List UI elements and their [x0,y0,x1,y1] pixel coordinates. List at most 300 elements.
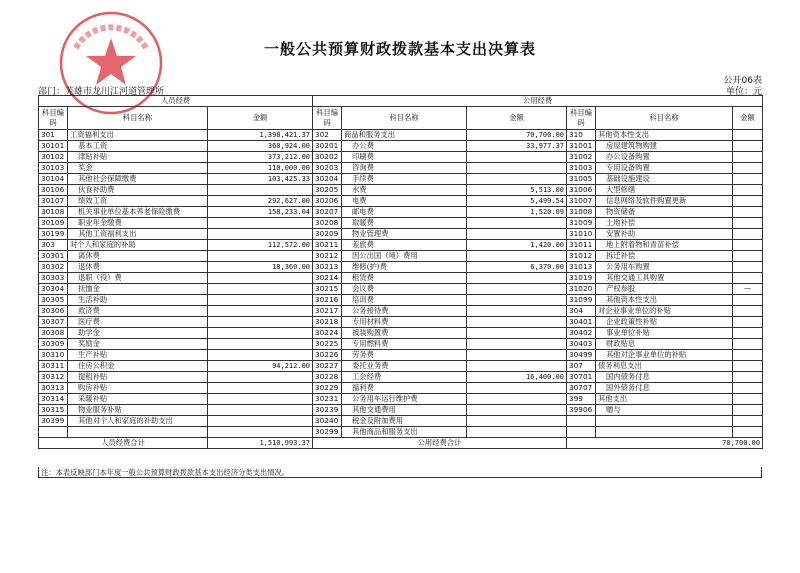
public-header: 公用经费 [313,96,763,107]
name-cell: 手续费 [342,174,467,185]
name-cell: 对个人和家庭的补助 [68,240,208,251]
code-cell: 304 [567,306,596,317]
name-cell: 培训费 [342,295,467,306]
amount-cell [467,427,567,438]
code-cell: 30218 [313,317,342,328]
amount-cell [208,295,313,306]
code-cell: 30311 [39,361,68,372]
name-cell: 其他交通工具购置 [596,273,733,284]
amount-cell [467,361,567,372]
amount-cell [208,273,313,284]
code-cell: 31019 [567,273,596,284]
code-cell: 30199 [39,229,68,240]
table-row [39,218,763,229]
table-row [39,405,763,416]
table-row [39,251,763,262]
code-cell: 30312 [39,372,68,383]
code-cell: 30226 [313,350,342,361]
code-cell: 301 [39,130,68,141]
name-cell: 企业政策性补贴 [596,317,733,328]
code-cell: 31009 [567,218,596,229]
name-cell: 财政贴息 [596,339,733,350]
name-cell: 伙食补助费 [68,185,208,196]
code-cell: 399 [567,394,596,405]
unit-label: 单位：元 [725,87,762,97]
code-cell [39,427,68,438]
name-cell: 邮电费 [342,207,467,218]
table-row [39,207,763,218]
code-cell: 30308 [39,328,68,339]
personnel-header: 人员经费 [39,96,313,107]
name-cell: 电费 [342,196,467,207]
expenditure-table [38,95,763,449]
name-cell: 购房补贴 [68,383,208,394]
amount-cell [733,240,763,251]
amount-cell [733,427,763,438]
amount-cell [467,152,567,163]
name-cell: 其他支出 [596,394,733,405]
amount-header: 金额 [208,107,313,130]
table-row [39,130,763,141]
code-cell: 30213 [313,262,342,273]
code-cell: 30310 [39,350,68,361]
name-cell: 退职（役）费 [68,273,208,284]
table-row [39,273,763,284]
name-cell: 水费 [342,185,467,196]
name-header: 科目名称 [68,107,208,130]
name-cell: 其他资本性支出 [596,130,733,141]
code-cell: 30212 [313,251,342,262]
name-cell: 对企业事业单位的补贴 [596,306,733,317]
code-cell: 30302 [39,262,68,273]
amount-cell [467,416,567,427]
code-cell: 30314 [39,394,68,405]
code-cell: 30224 [313,328,342,339]
code-cell: 31006 [567,185,596,196]
public-total-value: 70,700.00 [567,438,763,449]
amount-cell [467,306,567,317]
amount-cell [467,383,567,394]
name-cell: 工资福利支出 [68,130,208,141]
amount-cell [208,383,313,394]
name-cell: 印刷费 [342,152,467,163]
name-cell: 奖金 [68,163,208,174]
amount-cell [208,350,313,361]
name-cell: 公务用车运行维护费 [342,394,467,405]
amount-cell [467,339,567,350]
table-row [39,317,763,328]
code-cell: 30303 [39,273,68,284]
name-cell: 差旅费 [342,240,467,251]
amount-cell [208,185,313,196]
amount-cell [733,306,763,317]
table-row [39,152,763,163]
name-cell: 工会经费 [342,372,467,383]
code-cell: 30101 [39,141,68,152]
amount-cell [208,317,313,328]
amount-cell [733,218,763,229]
amount-cell [733,317,763,328]
code-cell: 30203 [313,163,342,174]
name-cell: 被装购置费 [342,328,467,339]
amount-cell [467,295,567,306]
amount-cell [733,141,763,152]
amount-cell: — [733,284,763,295]
amount-cell: 1,520.09 [467,207,567,218]
name-cell: 土地补偿 [596,218,733,229]
code-header: 科目编码 [39,107,68,130]
code-cell: 30315 [39,405,68,416]
name-cell: 其他商品和服务支出 [342,427,467,438]
name-cell: 拆迁补偿 [596,251,733,262]
amount-cell: 94,212.00 [208,361,313,372]
code-cell: 30225 [313,339,342,350]
table-row [39,174,763,185]
amount-cell [733,262,763,273]
table-row [39,141,763,152]
amount-cell [208,328,313,339]
name-cell: 地上附着物和青苗补偿 [596,240,733,251]
table-row [39,427,763,438]
name-cell: 其他资本性支出 [596,295,733,306]
amount-cell: 360,924.00 [208,141,313,152]
name-cell [596,427,733,438]
code-cell: 30402 [567,328,596,339]
code-cell: 30205 [313,185,342,196]
name-cell: 大型修缮 [596,185,733,196]
amount-cell [733,130,763,141]
code-cell: 30214 [313,273,342,284]
name-cell: 抚恤金 [68,284,208,295]
name-cell: 生产补贴 [68,350,208,361]
code-cell: 30306 [39,306,68,317]
code-cell [567,416,596,427]
code-cell: 31007 [567,196,596,207]
amount-cell [208,427,313,438]
code-cell: 30106 [39,185,68,196]
amount-cell: 1,420.00 [467,240,567,251]
table-row [39,262,763,273]
code-cell: 30307 [39,317,68,328]
amount-cell: 70,700.00 [467,130,567,141]
code-cell: 39906 [567,405,596,416]
amount-cell [208,339,313,350]
code-cell: 30401 [567,317,596,328]
name-cell: 职业年金缴费 [68,218,208,229]
amount-cell [208,372,313,383]
amount-cell [733,229,763,240]
name-cell: 奖励金 [68,339,208,350]
name-cell: 其他交通费用 [342,405,467,416]
amount-cell [208,394,313,405]
code-cell: 30301 [39,251,68,262]
amount-cell: 6,370.00 [467,262,567,273]
amount-cell: 1,398,421.37 [208,130,313,141]
amount-cell [208,284,313,295]
name-cell: 基本工资 [68,141,208,152]
code-cell: 30102 [39,152,68,163]
name-cell: 其他对个人和家庭的补助支出 [68,416,208,427]
name-cell: 办公设备购置 [596,152,733,163]
amount-cell [467,284,567,295]
amount-cell [733,339,763,350]
code-cell: 30313 [39,383,68,394]
code-cell: 30231 [313,394,342,405]
code-cell: 31011 [567,240,596,251]
amount-cell [467,328,567,339]
amount-cell [733,383,763,394]
code-cell: 30229 [313,383,342,394]
table-row [39,372,763,383]
code-cell: 30103 [39,163,68,174]
name-cell: 退休费 [68,262,208,273]
name-cell: 国外债务付息 [596,383,733,394]
amount-cell: 110,000.00 [208,163,313,174]
code-cell: 303 [39,240,68,251]
amount-cell [208,218,313,229]
amount-cell: 158,233.04 [208,207,313,218]
name-cell: 税金及附加费用 [342,416,467,427]
table-row [39,328,763,339]
code-cell: 31003 [567,163,596,174]
name-cell: 赠与 [596,405,733,416]
code-cell: 30109 [39,218,68,229]
name-cell: 物业管理费 [342,229,467,240]
amount-cell [733,273,763,284]
name-cell: 专用燃料费 [342,339,467,350]
name-cell: 其他工资福利支出 [68,229,208,240]
name-cell: 其他社会保障缴费 [68,174,208,185]
amount-cell [467,229,567,240]
name-cell: 取暖费 [342,218,467,229]
code-header: 科目编码 [313,107,342,130]
amount-cell [733,163,763,174]
amount-cell: 373,212.00 [208,152,313,163]
amount-cell [733,361,763,372]
name-cell: 物资储备 [596,207,733,218]
public-total-label: 公用经费合计 [313,438,567,449]
amount-cell [467,218,567,229]
table-row [39,383,763,394]
amount-cell: 103,425.33 [208,174,313,185]
table-note: 注：本表反映部门本年度一般公共预算财政拨款基本支出经济分类支出情况。 [38,467,762,478]
code-cell: 30204 [313,174,342,185]
code-cell: 30240 [313,416,342,427]
name-cell: 生活补助 [68,295,208,306]
name-cell: 事业单位补贴 [596,328,733,339]
name-cell: 信息网络及软件购置更新 [596,196,733,207]
name-cell: 办公费 [342,141,467,152]
name-cell: 机关事业单位基本养老保险缴费 [68,207,208,218]
name-cell: 房屋建筑物购建 [596,141,733,152]
name-header: 科目名称 [596,107,733,130]
amount-cell [467,251,567,262]
table-row [39,416,763,427]
amount-cell [467,350,567,361]
name-cell: 会议费 [342,284,467,295]
code-cell: 30701 [567,372,596,383]
amount-cell [733,295,763,306]
name-cell: 基础设施建设 [596,174,733,185]
name-cell: 采暖补贴 [68,394,208,405]
name-cell: 住房公积金 [68,361,208,372]
code-cell: 30239 [313,405,342,416]
name-cell: 债务利息支出 [596,361,733,372]
name-cell: 医疗费 [68,317,208,328]
table-row [39,240,763,251]
amount-cell [467,163,567,174]
amount-cell [467,394,567,405]
amount-cell [208,405,313,416]
amount-header: 金额 [467,107,567,130]
code-cell: 31013 [567,262,596,273]
code-cell: 31010 [567,229,596,240]
code-cell: 30209 [313,229,342,240]
name-cell: 因公出国（境）费用 [342,251,467,262]
code-cell: 31005 [567,174,596,185]
name-cell: 租赁费 [342,273,467,284]
amount-cell [467,317,567,328]
amount-cell [733,251,763,262]
code-cell: 30215 [313,284,342,295]
name-cell [68,427,208,438]
name-cell: 公务用车购置 [596,262,733,273]
code-cell: 31099 [567,295,596,306]
code-cell [567,427,596,438]
amount-cell [733,372,763,383]
name-cell: 委托业务费 [342,361,467,372]
code-cell: 30217 [313,306,342,317]
name-cell: 产权参股 [596,284,733,295]
amount-cell: 16,400.00 [467,372,567,383]
code-cell: 302 [313,130,342,141]
name-cell: 其他对企事业单位的补贴 [596,350,733,361]
amount-cell: 18,360.00 [208,262,313,273]
table-row [39,196,763,207]
table-row [39,284,763,295]
amount-cell: 292,627.00 [208,196,313,207]
amount-cell [733,350,763,361]
code-cell: 30211 [313,240,342,251]
code-cell: 30707 [567,383,596,394]
amount-cell: 112,572.00 [208,240,313,251]
department-label: 部门：芜雄市龙川江河道管理所 [38,87,165,97]
code-cell: 31002 [567,152,596,163]
table-row [39,350,763,361]
code-cell: 310 [567,130,596,141]
code-cell: 31020 [567,284,596,295]
code-cell: 30299 [313,427,342,438]
name-header: 科目名称 [342,107,467,130]
name-cell: 物业服务补贴 [68,405,208,416]
name-cell [596,416,733,427]
name-cell: 商品和服务支出 [342,130,467,141]
table-row [39,295,763,306]
name-cell: 维修(护)费 [342,262,467,273]
code-cell: 30227 [313,361,342,372]
code-cell: 30201 [313,141,342,152]
name-cell: 离休费 [68,251,208,262]
code-cell: 30399 [39,416,68,427]
page-title: 一般公共预算财政拨款基本支出决算表 [263,40,536,58]
code-cell: 30304 [39,284,68,295]
amount-cell [733,416,763,427]
amount-cell [467,273,567,284]
amount-header: 金额 [733,107,763,130]
code-cell: 31012 [567,251,596,262]
name-cell: 专用设备购置 [596,163,733,174]
table-row [39,163,763,174]
code-cell: 307 [567,361,596,372]
code-cell: 30309 [39,339,68,350]
code-cell: 30108 [39,207,68,218]
code-cell: 31008 [567,207,596,218]
name-cell: 公务接待费 [342,306,467,317]
amount-cell [467,174,567,185]
amount-cell [733,328,763,339]
code-cell: 30208 [313,218,342,229]
code-cell: 30104 [39,174,68,185]
amount-cell [733,185,763,196]
amount-cell [467,405,567,416]
form-number: 公开06表 [723,76,762,86]
name-cell: 国内债务付息 [596,372,733,383]
amount-cell [733,394,763,405]
name-cell: 咨询费 [342,163,467,174]
code-cell: 30206 [313,196,342,207]
amount-cell [733,207,763,218]
name-cell: 津贴补贴 [68,152,208,163]
amount-cell [733,196,763,207]
code-cell: 30207 [313,207,342,218]
name-cell: 劳务费 [342,350,467,361]
amount-cell [208,416,313,427]
table-row [39,229,763,240]
code-cell: 30305 [39,295,68,306]
amount-cell: 5,499.54 [467,196,567,207]
code-cell: 30228 [313,372,342,383]
name-cell: 专用材料费 [342,317,467,328]
code-cell: 31001 [567,141,596,152]
code-cell: 30216 [313,295,342,306]
name-cell: 绩效工资 [68,196,208,207]
amount-cell [208,251,313,262]
amount-cell [733,174,763,185]
table-row [39,339,763,350]
code-cell: 30107 [39,196,68,207]
name-cell: 救济费 [68,306,208,317]
amount-cell: 33,977.37 [467,141,567,152]
code-cell: 30403 [567,339,596,350]
table-row [39,394,763,405]
table-row [39,306,763,317]
amount-cell [208,306,313,317]
table-row [39,361,763,372]
name-cell: 提租补贴 [68,372,208,383]
amount-cell: 5,513.00 [467,185,567,196]
amount-cell [208,229,313,240]
amount-cell [733,152,763,163]
name-cell: 福利费 [342,383,467,394]
personnel-total-label: 人员经费合计 [39,438,208,449]
personnel-total-value: 1,510,993.37 [208,438,313,449]
name-cell: 安置补助 [596,229,733,240]
code-header: 科目编码 [567,107,596,130]
code-cell: 30202 [313,152,342,163]
table-row [39,185,763,196]
amount-cell [733,405,763,416]
name-cell: 助学金 [68,328,208,339]
